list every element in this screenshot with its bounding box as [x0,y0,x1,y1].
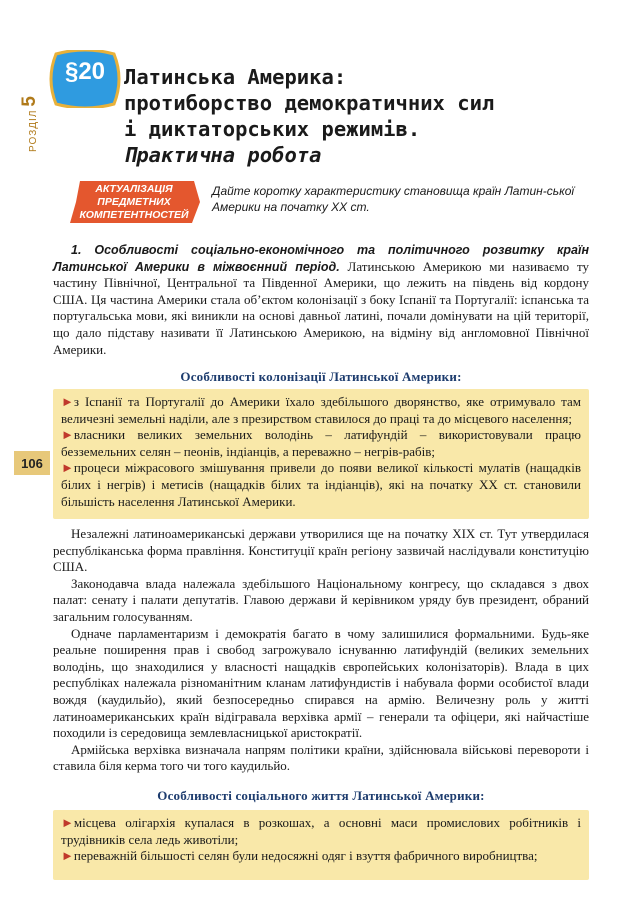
section-number: 5 [19,96,40,107]
colonization-box [53,389,589,519]
paragraph-badge [48,50,122,108]
list-item: ►власники великих земельних володінь – латифундій – використовували працю безземельних селян – пеонів, індіанців, а переважно – негрів-рабів; [61,427,581,459]
title-line-2: протиборство демократичних сил [124,91,495,115]
social-heading: Особливості соціального життя Латинської Америки: [157,788,485,803]
bullet-arrow-icon: ► [61,815,74,830]
body-paragraph: Армійська верхівка визначала напрям політики країни, здійснювала військові перевороти і ставила біля керма того чи того каудильйо. [53,741,589,774]
social-box [53,810,589,880]
actualization-banner [66,180,202,224]
list-item: ►з Іспанії та Португалії до Америки їхало здебільшого дворянство, яке отримувало там величезні земельні наділи, але з презирством ставилося до праці та до місцевого населення; [61,394,581,426]
bullet-arrow-icon: ► [61,460,74,476]
banner-line-2: ПРЕДМЕТНИХ [97,196,171,208]
body-paragraph: Одначе парламентаризм і демократія багато в чому залишилися формальними. Будь-яке реальне поширення прав і свобод загрожувало існуванню латифундій (великих земельних володінь, що знаходилися у власності нащадків європейських колонізаторів). Влада в цих республіках належала різноманітним кланам латифундистів і набувала форми особистої влади вождя (каудильйо), який безпосередньо спирався на армію. Величезну роль у житті латиноамериканських країн відігравала верхівка армії – генерали та офіцери, які найчастіше походили із середовища землевласницької аристократії. [53,625,589,741]
section-1-heading: 1. Особливості соціально-економічного та політичного розвитку країн Латинської Америки в міжвоєнний період. [53,243,589,274]
body-paragraph: Незалежні латиноамериканські держави утворилися ще на початку XIX ст. Тут утвердилася республіканська форма правління. Конституції країн регіону зазвичай наслідували конституцію США. [53,526,589,575]
list-item: ►місцева олігархія купалася в розкошах, а основні маси промислових робітників і трудівників села ледь животіли; [61,815,581,847]
colonization-heading: Особливості колонізації Латинської Америки: [180,369,462,384]
page-title [124,64,614,168]
bullet-arrow-icon: ► [61,427,74,443]
section-1-paragraph [53,242,589,358]
body-paragraph: Законодавча влада належала здебільшого Національному конгресу, що складався з двох палат: сенату і палати депутатів. Главою держави й керівником уряду був президент, обраний загальним голосуванням. [53,575,589,624]
section-1-text: Латинською Америкою ми називаємо ту частину Північної, Центральної та Південної Америки, що лежить на південь від кордону США. Ця частина Америки стала об’єктом колонізації з боку Іспанії та Португалії: іспанська та португальська мови, які виникли на основі давньої латині, почали домінувати на цій території, що дало підставу називати її Латинською Америкою, на відміну від англомовної Північної Америки. [53,258,589,357]
actualization-question: Дайте коротку характеристику становища країн Латин-ської Америки на початку ХХ ст. [212,184,575,214]
section-word: РОЗДІЛ [28,109,39,152]
bullet-arrow-icon: ► [61,848,74,864]
body-text [53,526,589,775]
paragraph-number: §20 [64,58,106,85]
title-subtitle: Практична робота [124,143,322,167]
section-side-label [21,52,39,152]
banner-line-3: КОМПЕТЕНТНОСТЕЙ [79,209,189,221]
page-number: 106 [14,451,50,475]
list-item: ►процеси міжрасового змішування привели до появи великої кількості мулатів (нащадків білих і негрів) і метисів (нащадків білих та індіанців), які на початку ХХ ст. становили більшість населення Латинської Америки. [61,460,581,509]
bullet-arrow-icon: ► [61,394,74,409]
title-line-1: Латинська Америка: [124,65,347,89]
title-line-3: і диктаторських режимів. [124,117,421,141]
banner-line-1: АКТУАЛІЗАЦІЯ [95,183,173,195]
list-item: ►переважній більшості селян були недосяжні одяг і взуття фабричного виробництва; [61,848,538,864]
